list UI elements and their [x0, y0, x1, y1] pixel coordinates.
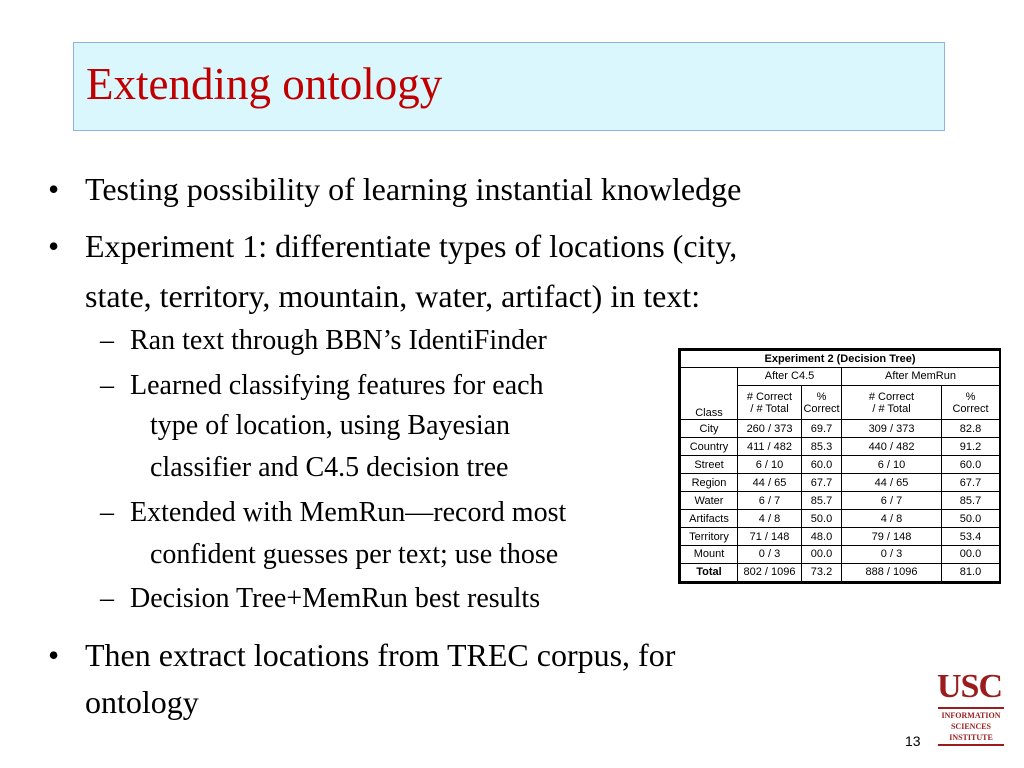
- class-cell: Artifacts: [681, 510, 738, 528]
- c45-pct-cell: 73.2: [802, 563, 842, 581]
- c45-pct-cell: 69.7: [802, 420, 842, 438]
- bullet-dot-icon: •: [48, 171, 60, 207]
- table-caption: Experiment 2 (Decision Tree): [681, 351, 1000, 368]
- c45-correct-cell: 6 / 10: [738, 456, 802, 474]
- dash-icon: –: [100, 583, 114, 614]
- memrun-correct-cell: 888 / 1096: [842, 563, 942, 581]
- correct-header: # Correct / # Total: [738, 385, 802, 420]
- bullet-3-continued: [85, 683, 199, 721]
- c45-pct-cell: 48.0: [802, 528, 842, 546]
- subbullet-text: type of location, using Bayesian: [150, 410, 511, 441]
- c45-correct-cell: 6 / 7: [738, 492, 802, 510]
- usc-isi-logo: [935, 668, 1007, 748]
- bullet-text: Experiment 1: differentiate types of locations (city,: [85, 228, 738, 264]
- logo-rule: [938, 707, 1004, 709]
- bullet-dot-icon: •: [48, 637, 60, 673]
- subbullet-text: confident guesses per text; use those: [150, 539, 559, 570]
- subbullet-3-line2: [150, 539, 558, 571]
- bullet-text: ontology: [85, 684, 199, 720]
- c45-pct-cell: 85.7: [802, 492, 842, 510]
- subbullet-2: [100, 370, 544, 402]
- subbullet-1: [100, 325, 547, 357]
- subbullet-text: Decision Tree+MemRun best results: [130, 583, 541, 614]
- c45-correct-cell: 44 / 65: [738, 474, 802, 492]
- table-row: [681, 546, 1000, 564]
- bullet-text: Testing possibility of learning instantial knowledge: [85, 171, 742, 207]
- table-row: [681, 438, 1000, 456]
- pct-header: % Correct: [942, 385, 1000, 420]
- slide-title: Extending ontology: [86, 59, 443, 109]
- memrun-pct-cell: 81.0: [942, 563, 1000, 581]
- class-header: Class: [681, 385, 738, 420]
- class-cell: Territory: [681, 528, 738, 546]
- class-cell: Total: [681, 563, 738, 581]
- memrun-pct-cell: 67.7: [942, 474, 1000, 492]
- correct-header: # Correct / # Total: [842, 385, 942, 420]
- c45-correct-cell: 411 / 482: [738, 438, 802, 456]
- table-row: [681, 420, 1000, 438]
- title-box: [73, 42, 945, 131]
- memrun-pct-cell: 50.0: [942, 510, 1000, 528]
- class-cell: Mount: [681, 546, 738, 564]
- memrun-pct-cell: 60.0: [942, 456, 1000, 474]
- class-cell: Region: [681, 474, 738, 492]
- logo-line-3: INSTITUTE: [949, 733, 993, 742]
- logo-line-2: SCIENCES: [950, 722, 991, 731]
- c45-pct-cell: 85.3: [802, 438, 842, 456]
- c45-pct-cell: 67.7: [802, 474, 842, 492]
- memrun-pct-cell: 91.2: [942, 438, 1000, 456]
- c45-pct-cell: 00.0: [802, 546, 842, 564]
- page-number: 13: [905, 733, 921, 749]
- memrun-pct-cell: 53.4: [942, 528, 1000, 546]
- c45-correct-cell: 71 / 148: [738, 528, 802, 546]
- class-cell: Street: [681, 456, 738, 474]
- logo-line-1: INFORMATION: [941, 711, 1001, 720]
- table-row: [681, 474, 1000, 492]
- memrun-pct-cell: 85.7: [942, 492, 1000, 510]
- bullet-3: [48, 636, 676, 674]
- logo-rule: [938, 744, 1004, 746]
- memrun-pct-cell: 00.0: [942, 546, 1000, 564]
- subbullet-text: Extended with MemRun—record most: [130, 497, 567, 528]
- bullet-text: state, territory, mountain, water, artifact) in text:: [85, 278, 701, 314]
- table-row: [681, 528, 1000, 546]
- memrun-correct-cell: 0 / 3: [842, 546, 942, 564]
- subbullet-text: Learned classifying features for each: [130, 370, 544, 401]
- c45-correct-cell: 0 / 3: [738, 546, 802, 564]
- logo-usc-text: USC: [937, 668, 1003, 705]
- memrun-correct-cell: 440 / 482: [842, 438, 942, 456]
- c45-correct-cell: 802 / 1096: [738, 563, 802, 581]
- table-corner-cell: [681, 368, 738, 386]
- dash-icon: –: [100, 370, 114, 401]
- class-cell: Country: [681, 438, 738, 456]
- bullet-dot-icon: •: [48, 228, 60, 264]
- c45-pct-cell: 60.0: [802, 456, 842, 474]
- subbullet-2-line3: [150, 452, 508, 484]
- c45-correct-cell: 4 / 8: [738, 510, 802, 528]
- memrun-correct-cell: 309 / 373: [842, 420, 942, 438]
- bullet-2-continued: [85, 277, 700, 315]
- subbullet-text: classifier and C4.5 decision tree: [150, 452, 509, 483]
- memrun-correct-cell: 6 / 7: [842, 492, 942, 510]
- subbullet-3: [100, 497, 567, 529]
- memrun-correct-cell: 44 / 65: [842, 474, 942, 492]
- table-row: [681, 492, 1000, 510]
- table-row: [681, 510, 1000, 528]
- group-header-c45: After C4.5: [738, 368, 842, 386]
- subbullet-4: [100, 583, 541, 615]
- dash-icon: –: [100, 497, 114, 528]
- results-table: [678, 348, 1001, 584]
- memrun-correct-cell: 4 / 8: [842, 510, 942, 528]
- c45-correct-cell: 260 / 373: [738, 420, 802, 438]
- class-cell: City: [681, 420, 738, 438]
- bullet-text: Then extract locations from TREC corpus, for: [85, 637, 676, 673]
- class-cell: Water: [681, 492, 738, 510]
- bullet-2: [48, 227, 738, 265]
- group-header-memrun: After MemRun: [842, 368, 1000, 386]
- subbullet-text: Ran text through BBN’s IdentiFinder: [130, 325, 547, 356]
- c45-pct-cell: 50.0: [802, 510, 842, 528]
- subbullet-2-line2: [150, 410, 510, 442]
- dash-icon: –: [100, 325, 114, 356]
- memrun-correct-cell: 6 / 10: [842, 456, 942, 474]
- bullet-1: [48, 170, 742, 208]
- table-total-row: [681, 563, 1000, 581]
- memrun-pct-cell: 82.8: [942, 420, 1000, 438]
- table-row: [681, 456, 1000, 474]
- memrun-correct-cell: 79 / 148: [842, 528, 942, 546]
- pct-header: % Correct: [802, 385, 842, 420]
